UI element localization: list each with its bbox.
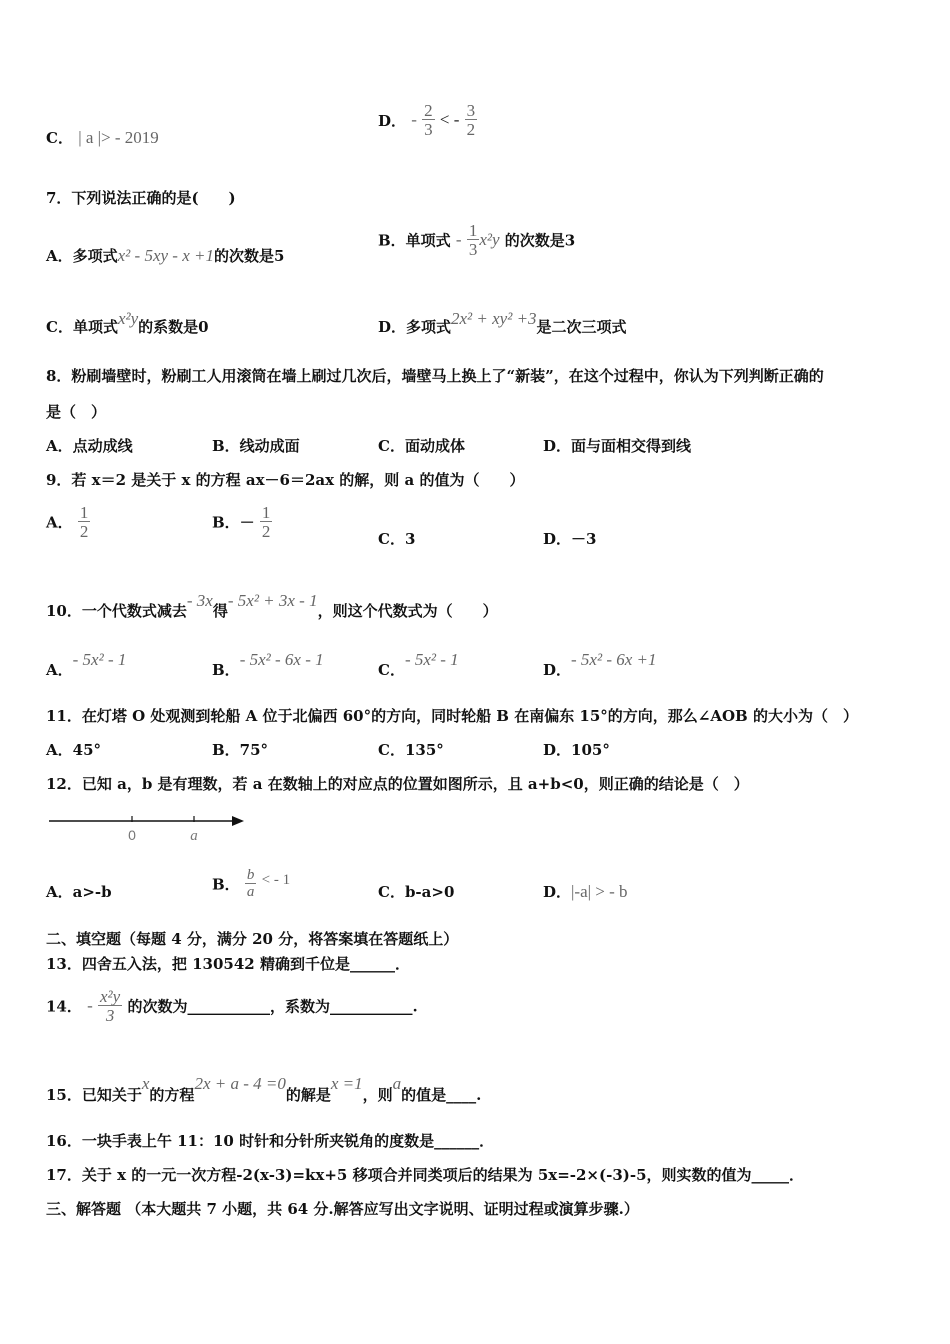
numerator: b <box>246 867 255 883</box>
math-expression: x²y <box>117 309 139 328</box>
stem-text: 得 <box>212 602 228 620</box>
q8-option-a: A．点动成线 <box>46 437 133 455</box>
q13: 13．四舍五入法，把 130542 精确到千位是______． <box>46 955 410 973</box>
q11-option-a: A．45° <box>46 741 102 759</box>
q10-stem <box>46 591 498 621</box>
q7-option-b <box>378 222 575 258</box>
q15 <box>46 1074 482 1105</box>
option-label: C． <box>378 661 405 679</box>
question-label: 14． <box>46 997 82 1016</box>
denominator: 3 <box>424 120 433 139</box>
minus-sign: - <box>411 110 417 129</box>
option-label: A．多项式 <box>46 247 118 265</box>
math-expression: x =1 <box>330 1074 363 1093</box>
fraction <box>465 102 478 138</box>
q16: 16．一块手表上午 11：10 时针和分针所夹锐角的度数是______． <box>46 1132 495 1150</box>
minus-sign: - <box>455 230 462 249</box>
numerator: x²y <box>100 987 121 1006</box>
option-label: A． <box>46 661 73 679</box>
stem-text: ，则这个代数式为（ ） <box>317 602 498 620</box>
fraction <box>467 222 480 258</box>
math-expression: x² - 5xy - x +1 <box>117 246 214 265</box>
arrow-head-icon <box>232 816 244 826</box>
q12-option-c: C．b-a>0 <box>378 883 455 901</box>
q17: 17．关于 x 的一元一次方程-2(x-3)=kx+5 移项合并同类项后的结果为 5x=-2×(-3)-5，则实数的值为_____． <box>46 1166 805 1184</box>
math-expression: - 3x <box>186 591 213 610</box>
numerator: 1 <box>79 503 89 522</box>
option-label: A． <box>46 513 73 532</box>
option-label: D． <box>378 111 407 130</box>
math-expression: - 5x² - 1 <box>72 650 127 669</box>
stem-text: 的方程 <box>149 1086 195 1104</box>
numerator: 3 <box>466 101 476 120</box>
question-tail: 的次数为___________，系数为___________. <box>127 997 418 1016</box>
denominator: 2 <box>466 120 476 139</box>
stem-text: 15．已知关于 <box>46 1086 142 1104</box>
math-expression: | a |> - 2019 <box>78 128 159 147</box>
q10-option-b <box>212 650 324 680</box>
q12-option-b <box>212 868 290 900</box>
q8-option-d: D．面与面相交得到线 <box>543 437 692 455</box>
q8-option-b: B．线动成面 <box>212 437 300 455</box>
fraction <box>260 504 273 540</box>
q7-stem: 7．下列说法正确的是( ) <box>46 189 236 207</box>
tick-label-a: a <box>190 828 198 844</box>
numerator: 2 <box>424 101 433 120</box>
math-expression: |-a| > - b <box>571 882 628 901</box>
q10-option-a <box>46 650 127 680</box>
numerator: 1 <box>468 221 478 240</box>
fraction <box>78 504 91 540</box>
stem-text: 的解是 <box>285 1086 331 1104</box>
q9-option-d: D．－3 <box>543 530 597 548</box>
option-tail: 的次数是5 <box>213 247 285 265</box>
option-label: B． <box>212 661 240 679</box>
math-expression: 2x + a - 4 =0 <box>194 1074 286 1093</box>
option-label: D．多项式 <box>378 318 452 336</box>
q12-stem: 12．已知 a，b 是有理数，若 a 在数轴上的对应点的位置如图所示，且 a+b<0，则正确的结论是（ ） <box>46 775 749 793</box>
math-variable: a <box>392 1074 402 1093</box>
q6-option-d <box>378 102 477 138</box>
q14 <box>46 988 418 1024</box>
q12-option-d <box>543 881 628 902</box>
section3-title: 三、解答题 （本大题共 7 小题，共 64 分.解答应写出文字说明、证明过程或演算步骤.） <box>46 1200 639 1218</box>
number-line <box>46 810 251 844</box>
q10-option-d <box>543 650 657 680</box>
math-expression: 2x² + xy² +3 <box>451 309 537 328</box>
stem-text: 的值是____. <box>401 1086 482 1104</box>
q7-option-a <box>46 245 284 266</box>
q8-stem-line2: 是（ ） <box>46 403 107 421</box>
fraction <box>98 988 122 1024</box>
less-than-sign: < - <box>439 110 460 129</box>
numerator: 1 <box>261 503 271 522</box>
option-label: D． <box>543 883 572 901</box>
stem-text: ，则 <box>362 1086 393 1104</box>
math-expression: - 5x² - 6x +1 <box>571 650 657 669</box>
option-tail: 的系数是0 <box>138 318 209 336</box>
q6-option-c <box>46 127 159 148</box>
tick-label-zero: 0 <box>128 827 136 843</box>
option-label: B． <box>212 875 240 894</box>
denominator: 2 <box>261 522 271 541</box>
denominator: 3 <box>98 1005 122 1024</box>
option-label: B．－ <box>212 513 255 532</box>
math-expression: - 5x² + 3x - 1 <box>227 591 318 610</box>
math-variable: x²y <box>479 230 500 249</box>
q9-option-c: C．3 <box>378 530 416 548</box>
option-label: C． <box>46 129 73 147</box>
option-tail: 的次数是3 <box>504 231 576 250</box>
denominator: 3 <box>468 240 478 259</box>
q9-option-b <box>212 504 272 540</box>
fraction <box>422 102 435 138</box>
math-expression: - 5x² - 1 <box>404 650 459 669</box>
stem-text: 10．一个代数式减去 <box>46 602 187 620</box>
q7-option-d <box>378 309 627 337</box>
math-expression: - 5x² - 6x - 1 <box>239 650 324 669</box>
q11-stem: 11．在灯塔 O 处观测到轮船 A 位于北偏西 60°的方向，同时轮船 B 在南偏东 15°的方向，那么∠AOB 的大小为（ ） <box>46 707 858 725</box>
option-label: B．单项式 <box>378 231 451 250</box>
denominator: 2 <box>79 522 89 541</box>
q9-option-a <box>46 504 90 540</box>
section2-title: 二、填空题（每题 4 分，满分 20 分，将答案填在答题纸上） <box>46 930 459 948</box>
q11-option-c: C．135° <box>378 741 444 759</box>
denominator: a <box>246 884 255 900</box>
math-expression: < - 1 <box>261 871 291 888</box>
option-tail: 是二次三项式 <box>536 318 627 336</box>
q9-stem: 9．若 x＝2 是关于 x 的方程 ax－6＝2ax 的解，则 a 的值为（ ） <box>46 471 525 489</box>
math-variable: x <box>141 1074 150 1093</box>
q8-option-c: C．面动成体 <box>378 437 465 455</box>
fraction <box>245 868 257 900</box>
q7-option-c <box>46 309 209 337</box>
option-label: D． <box>543 661 572 679</box>
q10-option-c <box>378 650 459 680</box>
q11-option-b: B．75° <box>212 741 269 759</box>
q11-option-d: D．105° <box>543 741 610 759</box>
option-label: C．单项式 <box>46 318 118 336</box>
q12-option-a: A．a>-b <box>46 883 112 901</box>
minus-sign: - <box>87 996 93 1015</box>
q8-stem-line1: 8．粉刷墙壁时，粉刷工人用滚筒在墙上刷过几次后，墙壁马上换上了“新装”，在这个过程中，你认为下列判断正确的 <box>46 367 824 385</box>
